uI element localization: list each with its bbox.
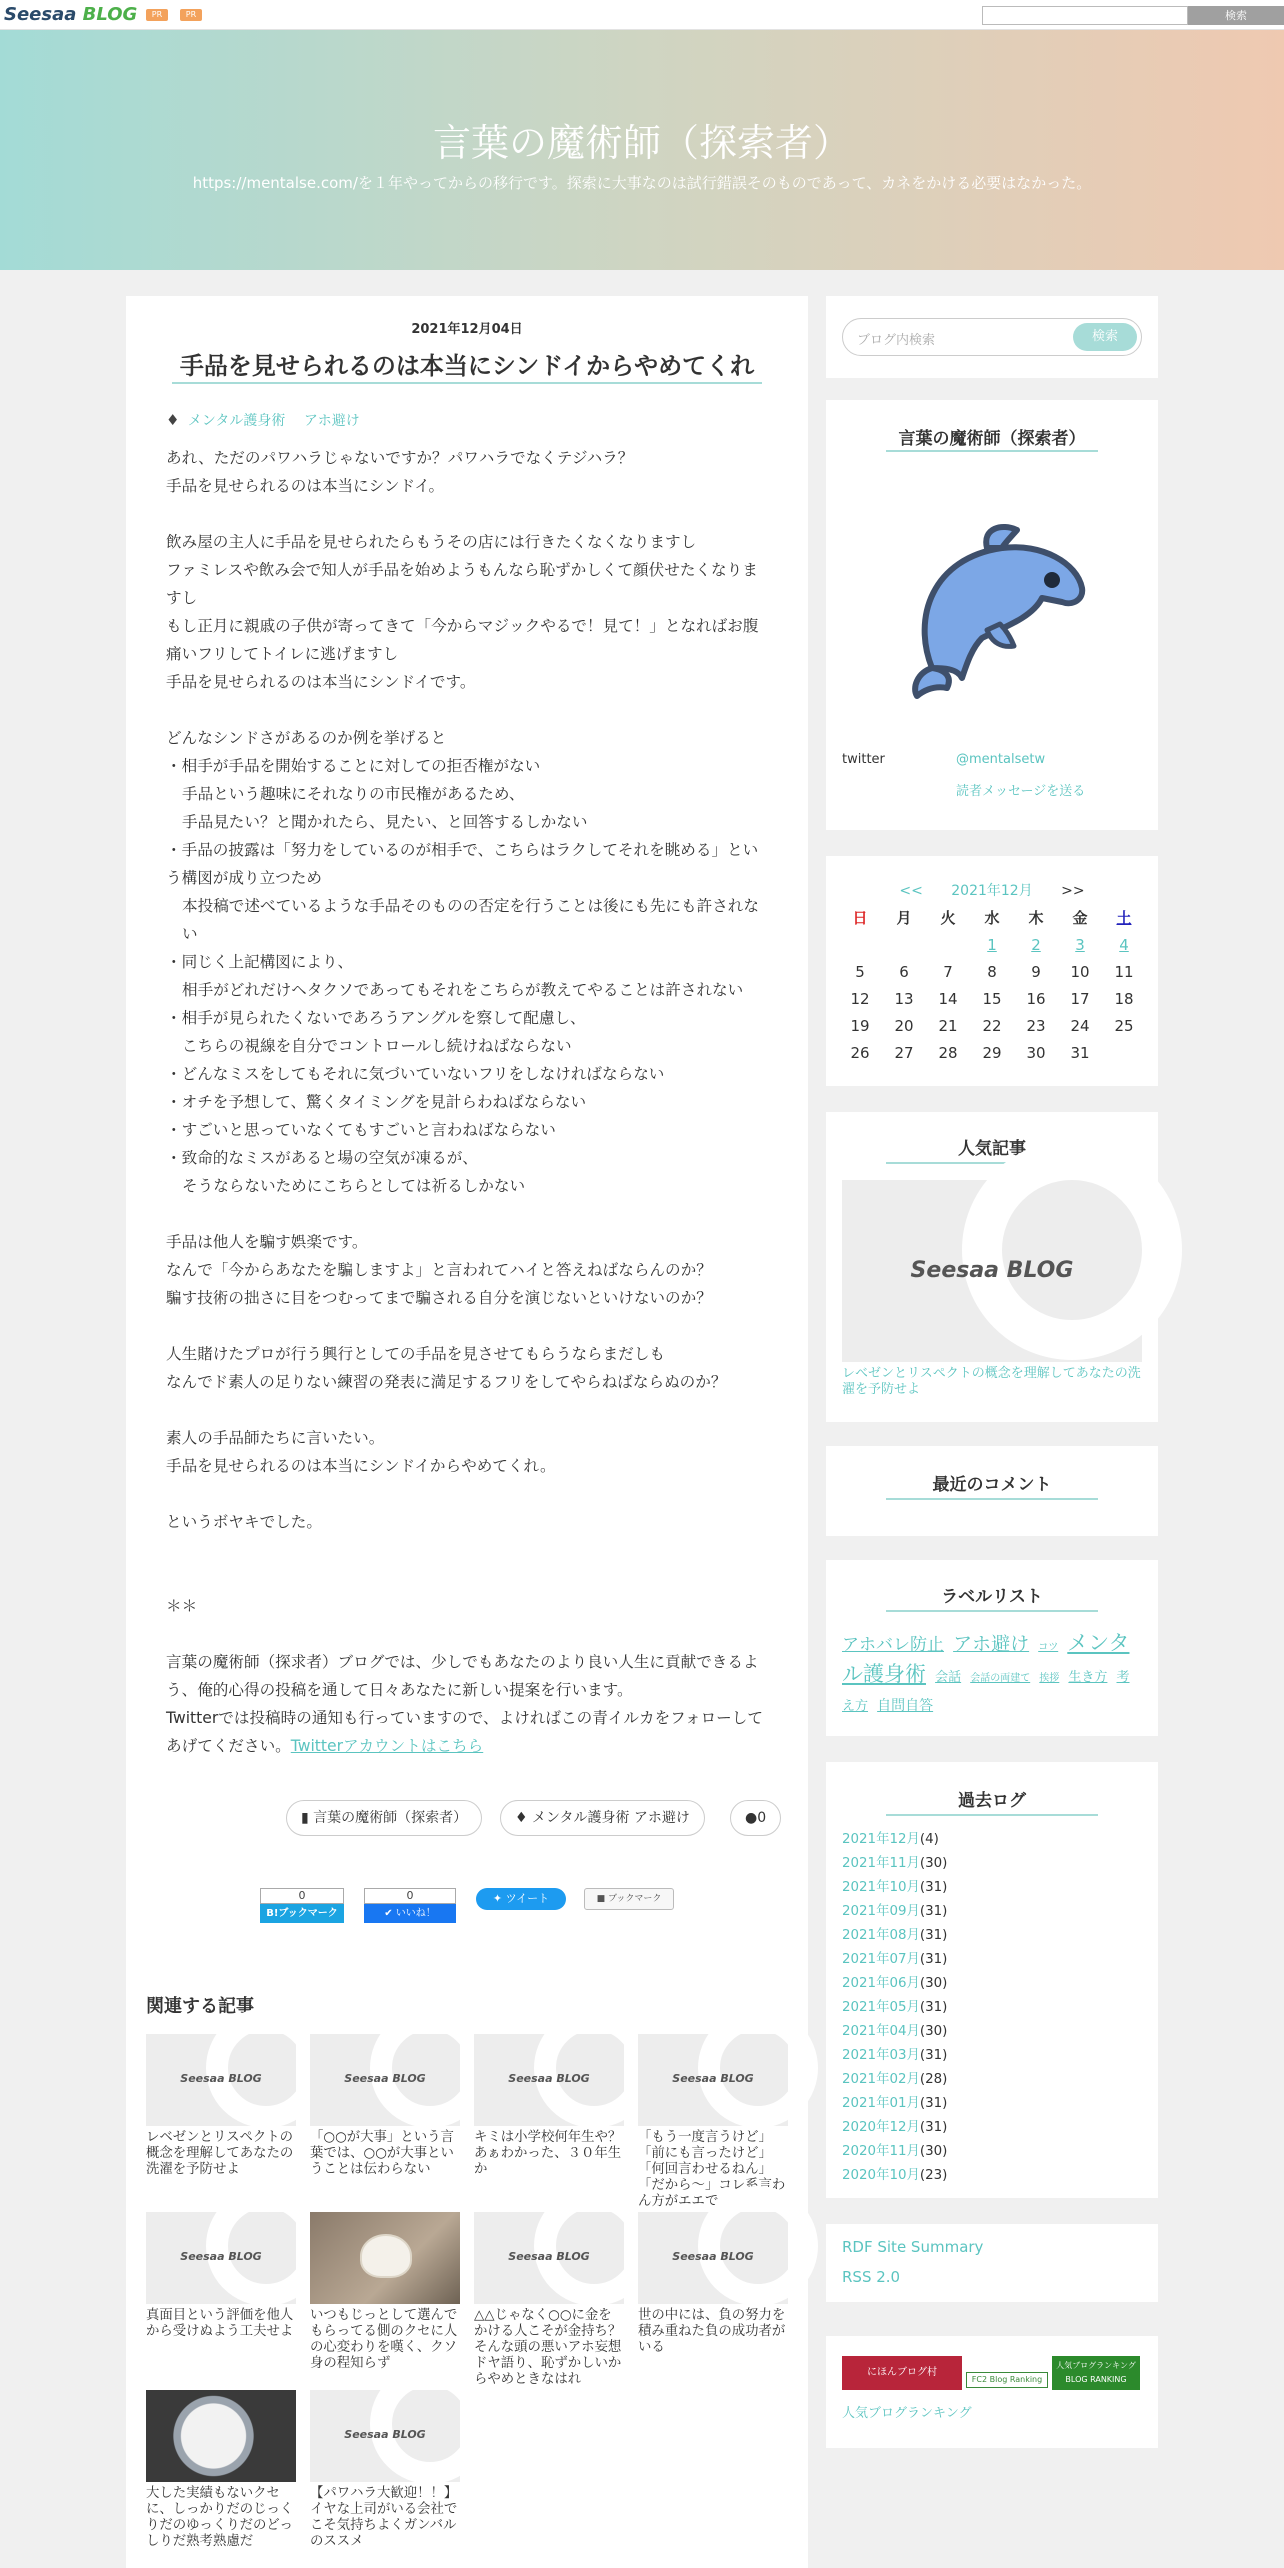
related-thumbnail[interactable]: [474, 2212, 624, 2304]
body-spacer: [166, 1620, 770, 1648]
seesaa-logo[interactable]: Seesaa BLOG: [4, 4, 138, 25]
related-article-title[interactable]: △△じゃなく○○に金をかける人こそが金持ち？そんな頭の悪いアホ妄想ドヤ語り、恥ずかしいからやめときなはれ: [474, 2308, 622, 2387]
calendar-day[interactable]: 3: [1075, 935, 1085, 954]
twitter-note-text: Twitterでは投稿時の通知も行っていますので、よければこの青イルカをフォローしてあげてください。: [166, 1709, 763, 1755]
label-cloud-link[interactable]: 考え方: [842, 1670, 1130, 1714]
archive-count: (31): [919, 1880, 948, 1895]
archive-month-link[interactable]: 2020年12月: [842, 2120, 920, 2135]
tag-cloud: [842, 1630, 1142, 1720]
related-article-title[interactable]: 世の中には、負の努力を積み重ねた負の成功者がいる: [638, 2308, 786, 2355]
site-title[interactable]: 言葉の魔術師（探索者）: [432, 121, 851, 165]
thumb-logo: Seesaa BLOG: [508, 2072, 590, 2085]
thumb-logo: Seesaa BLOG: [910, 1258, 1074, 1283]
hatena-count: 0: [260, 1888, 344, 1904]
post-date: 2021年12月04日: [411, 322, 523, 337]
calendar-day: 24: [1070, 1016, 1090, 1035]
shell-image: [360, 2234, 412, 2278]
widget-divider: [886, 450, 1098, 452]
related-article-card[interactable]: [146, 2212, 296, 2374]
archive-item: [842, 1900, 1142, 1924]
archive-month-link[interactable]: 2021年03月: [842, 2048, 920, 2063]
thumb-ring: [206, 2008, 326, 2128]
body-line: 本投稿で述べているような手品そのものの否定を行うことは後にも先にも許されない: [182, 897, 759, 943]
label-link[interactable]: アホ避け: [303, 413, 360, 429]
body-line: 騙す技術の拙さに目をつむってまで騙される自分を演じないといけないのか？: [166, 1289, 712, 1307]
pocket-bookmark-button[interactable]: ■ ブックマーク: [584, 1888, 674, 1910]
title-divider: [172, 382, 762, 384]
ranking-link[interactable]: 人気ブログランキング: [842, 2406, 972, 2421]
body-line: もし正月に親戚の子供が寄ってきて「今からマジックやるで！見て！」となればお腹痛いフリしてトイレに逃げますし: [166, 617, 759, 663]
rss-links: [842, 2232, 983, 2292]
archive-month-link[interactable]: 2021年07月: [842, 1952, 920, 1967]
archive-item: [842, 1876, 1142, 1900]
related-article-title[interactable]: キミは小学校何年生や？あぁわかった、３０年生か: [474, 2130, 622, 2177]
body-line: ・相手が手品を開始することに対しての拒否権がない: [166, 757, 541, 775]
body-line: ・オチを予想して、驚くタイミングを見計らわねばならない: [166, 1093, 587, 1111]
calendar-day: 9: [1031, 962, 1041, 981]
body-line: 手品を見せられるのは本当にシンドイ。: [166, 477, 445, 495]
body-line: なんでド素人の足りない練習の発表に満足するフリをしてやらねばならぬのか？: [166, 1373, 727, 1391]
body-line: 人生賭けたプロが行う興行としての手品を見させてもらうならまだしも: [166, 1345, 666, 1363]
twitter-bird-icon: ✦: [492, 1892, 503, 1905]
archive-count: (31): [919, 1952, 948, 1967]
calendar-weekday: 木: [1028, 909, 1044, 927]
archive-count: (30): [919, 2024, 948, 2039]
body-line: なんで「今からあなたを騙しますよ」と言われてハイと答えねばならんのか？: [166, 1261, 712, 1279]
calendar-day: 5: [855, 962, 865, 981]
label-list-title: ラベルリスト: [941, 1587, 1043, 1607]
calendar-next-link[interactable]: >>: [1061, 883, 1085, 899]
thumb-ring: [370, 2008, 490, 2128]
thumb-logo: Seesaa BLOG: [508, 2250, 590, 2263]
related-article-title[interactable]: いつもじっとして選んでもらってる側のクセに人の心変わりを嘆く、クソ身の程知らず: [310, 2308, 458, 2371]
archive-month-link[interactable]: 2021年11月: [842, 1856, 920, 1871]
top-bar: [0, 0, 1284, 30]
calendar-day: 14: [938, 989, 958, 1008]
related-thumbnail[interactable]: [146, 2034, 296, 2126]
hatena-label: B!ブックマーク: [260, 1904, 344, 1923]
thumb-ring: [370, 2364, 490, 2484]
calendar-day: 6: [899, 962, 909, 981]
calendar-day: 12: [850, 989, 870, 1008]
body-line: 手品を見せられるのは本当にシンドイからやめてくれ。: [166, 1457, 556, 1475]
archive-count: (31): [919, 2048, 948, 2063]
post-body: [166, 444, 770, 1760]
label-link[interactable]: メンタル護身術: [187, 413, 286, 429]
related-article-title[interactable]: 【パワハラ大歓迎！！】イヤな上司がいる会社でこそ気持ちよくガンバルのススメ: [310, 2486, 458, 2549]
body-line: 手品は他人を騙す娯楽です。: [166, 1233, 368, 1251]
archive-month-link[interactable]: 2021年01月: [842, 2096, 920, 2111]
top-search-button[interactable]: 検索: [1188, 6, 1284, 25]
thumb-logo: Seesaa BLOG: [180, 2250, 262, 2263]
label-cloud-link[interactable]: 挨拶: [1039, 1673, 1060, 1684]
label-list-widget: [826, 1560, 1158, 1736]
calendar-day: 20: [894, 1016, 914, 1035]
body-line: ・すごいと思っていなくてもすごいと言わねばならない: [166, 1121, 556, 1139]
body-spacer: [166, 1312, 770, 1340]
rss2-link[interactable]: RSS 2.0: [842, 2268, 901, 2286]
calendar-prev-link[interactable]: <<: [899, 883, 923, 899]
recent-comments-title: 最近のコメント: [932, 1475, 1052, 1495]
body-line: ・どんなミスをしてもそれに気づいていないフリをしなければならない: [166, 1065, 665, 1083]
calendar-day: 18: [1114, 989, 1134, 1008]
bookmark-icon: ▮: [301, 1810, 309, 1826]
calendar-day: 25: [1114, 1016, 1134, 1035]
recent-comments-widget: [826, 1446, 1158, 1536]
thumb-ring: [534, 2008, 654, 2128]
ranking-widget: [826, 2336, 1158, 2448]
calendar-weekday: 火: [940, 909, 956, 927]
archive-month-link[interactable]: 2021年02月: [842, 2072, 920, 2087]
archive-item: [842, 2164, 1142, 2188]
label-cloud-link[interactable]: コツ: [1038, 1642, 1059, 1653]
profile-title: 言葉の魔術師（探索者）: [898, 429, 1086, 449]
body-line: 相手がどれだけヘタクソであってもそれをこちらが教えてやることは許されない: [182, 981, 744, 999]
archive-item: [842, 1996, 1142, 2020]
pocket-icon: ■: [596, 1894, 606, 1904]
related-article-card[interactable]: [474, 2034, 624, 2196]
calendar-day: 13: [894, 989, 914, 1008]
archive-count: (28): [919, 2072, 948, 2087]
calendar-month-link[interactable]: 2021年12月: [951, 883, 1033, 899]
body-line: あれ、ただのパワハラじゃないですか？パワハラでなくテジハラ？: [166, 449, 634, 467]
thumb-ring: [962, 1140, 1182, 1360]
nihon-blogmura-banner[interactable]: にほんブログ村: [842, 2356, 962, 2390]
calendar-day: 28: [938, 1043, 958, 1062]
thumb-logo: Seesaa BLOG: [672, 2072, 754, 2085]
sidebar-search-button[interactable]: 検索: [1073, 323, 1137, 351]
sidebar-search-input[interactable]: [842, 318, 1142, 356]
related-thumbnail[interactable]: [638, 2034, 788, 2126]
calendar-day[interactable]: 4: [1119, 935, 1129, 954]
archive-list: [842, 1828, 1142, 2188]
body-line: そうならないためにこちらとしては祈るしかない: [182, 1177, 526, 1195]
twitter-handle-link[interactable]: @mentalsetw: [956, 752, 1046, 767]
related-article-card[interactable]: [638, 2212, 788, 2374]
calendar-day[interactable]: 2: [1031, 935, 1041, 954]
thumb-logo: Seesaa BLOG: [344, 2072, 426, 2085]
fb-count: 0: [364, 1888, 456, 1904]
archive-count: (30): [919, 1856, 948, 1871]
profile-widget: [826, 400, 1158, 830]
widget-divider: [886, 1610, 1098, 1612]
related-article-card[interactable]: [638, 2034, 788, 2209]
archive-item: [842, 2068, 1142, 2092]
thumb-ring: [206, 2186, 326, 2306]
fb-label: ✔ いいね！: [364, 1904, 456, 1923]
calendar-day: [838, 931, 882, 958]
body-spacer: [166, 500, 770, 528]
label-cloud-link[interactable]: アホ避け: [953, 1633, 1030, 1655]
label-cloud-link[interactable]: 生き方: [1068, 1670, 1108, 1685]
site-description: https://mentalse.com/を１年やってからの移行です。探索に大事なのは試行錯誤そのものであって、カネをかける必要はなかった。: [192, 174, 1092, 192]
archive-count: (30): [919, 2144, 948, 2159]
archive-count: (4): [919, 1832, 939, 1847]
calendar-day: [1102, 1039, 1146, 1066]
archive-title: 過去ログ: [958, 1791, 1026, 1811]
archive-month-link[interactable]: 2021年04月: [842, 2024, 920, 2039]
archive-item: [842, 2020, 1142, 2044]
tag-icon: ♦: [166, 411, 180, 429]
blog-ranking-banner[interactable]: 人気ブログランキング BLOG RANKING: [1052, 2356, 1140, 2390]
popular-widget: [826, 1112, 1158, 1422]
twitter-account-link[interactable]: Twitterアカウントはこちら: [290, 1737, 484, 1755]
calendar-weekday: 月: [896, 909, 912, 927]
archive-month-link[interactable]: 2021年09月: [842, 1904, 920, 1919]
body-spacer: [166, 696, 770, 724]
dolphin-avatar-icon[interactable]: [892, 518, 1092, 698]
rdf-link[interactable]: RDF Site Summary: [842, 2238, 984, 2256]
related-article-card[interactable]: [146, 2034, 296, 2196]
related-thumbnail[interactable]: [310, 2034, 460, 2126]
popular-thumbnail[interactable]: [842, 1180, 1142, 1362]
archive-item: [842, 2092, 1142, 2116]
label-cloud-link[interactable]: 自問自答: [877, 1698, 934, 1714]
comment-count-pill[interactable]: ●0: [730, 1800, 781, 1836]
calendar-weekday: 土: [1116, 909, 1132, 927]
labels-pill[interactable]: ♦ メンタル護身術 アホ避け: [500, 1800, 705, 1836]
calendar-day: [926, 931, 970, 958]
fc2-ranking-banner[interactable]: FC2 Blog Ranking: [966, 2372, 1048, 2388]
widget-divider: [886, 1498, 1098, 1500]
pr-badge[interactable]: PR: [146, 9, 168, 21]
body-line: 言葉の魔術師（探求者）ブログでは、少しでもあなたのより良い人生に貢献できるよう、俺的心得の投稿を通して日々あなたに新しい提案を行います。: [166, 1653, 759, 1699]
calendar-table: [838, 904, 1146, 1066]
related-thumbnail[interactable]: [310, 2390, 460, 2482]
body-line: というボヤキでした。: [166, 1513, 322, 1531]
body-line: 手品という趣味にそれなりの市民権があるため、: [182, 785, 525, 803]
body-line: どんなシンドさがあるのか例を挙げると: [166, 729, 447, 747]
top-search-input[interactable]: [982, 6, 1188, 25]
related-thumbnail[interactable]: [146, 2212, 296, 2304]
body-spacer: [166, 1564, 770, 1592]
related-thumbnail[interactable]: [474, 2034, 624, 2126]
thumb-logo: Seesaa BLOG: [344, 2428, 426, 2441]
related-article-title[interactable]: 「もう一度言うけど」「前にも言ったけど」「何回言わせるねん」「だから～」コレ系言わん方がエエで: [638, 2130, 786, 2209]
calendar-day[interactable]: 1: [987, 935, 997, 954]
calendar-weekday: 日: [852, 909, 868, 927]
sidebar-search-widget: [826, 296, 1158, 378]
comment-icon: ●: [745, 1810, 758, 1826]
archive-month-link[interactable]: 2021年08月: [842, 1928, 920, 1943]
calendar-weekday: 水: [984, 909, 1000, 927]
body-line: ・相手が見られたくないであろうアングルを察して配慮し、: [166, 1009, 586, 1027]
rss-widget: [826, 2224, 1158, 2302]
archive-count: (31): [919, 2096, 948, 2111]
body-line: ・同じく上記構図により、: [166, 953, 354, 971]
calendar-day: 21: [938, 1016, 958, 1035]
post-labels: [166, 410, 374, 430]
body-line: 手品見たい？と聞かれたら、見たい、と回答するしかない: [182, 813, 588, 831]
label-cloud-link[interactable]: 会話の両建て: [970, 1673, 1031, 1684]
archive-item: [842, 1972, 1142, 1996]
body-line: ファミレスや飲み会で知人が手品を始めようもんなら恥ずかしくて顔伏せたくなりますし: [166, 561, 758, 607]
body-spacer: [166, 1396, 770, 1424]
calendar-day: 26: [850, 1043, 870, 1062]
popular-title: 人気記事: [958, 1139, 1026, 1159]
body-line: 飲み屋の主人に手品を見せられたらもうその店には行きたくなくなりますし: [166, 533, 697, 551]
related-thumbnail[interactable]: [310, 2212, 460, 2304]
related-thumbnail[interactable]: [146, 2390, 296, 2482]
related-article-title[interactable]: 「○○が大事」という言葉では、○○が大事ということは伝わらない: [310, 2130, 454, 2177]
archive-month-link[interactable]: 2021年10月: [842, 1880, 920, 1895]
archive-count: (23): [919, 2168, 948, 2183]
archive-month-link[interactable]: 2021年06月: [842, 1976, 920, 1991]
body-line: こちらの視線を自分でコントロールし続けねばならない: [182, 1037, 572, 1055]
calendar-day: 15: [982, 989, 1002, 1008]
body-spacer: [166, 1200, 770, 1228]
calendar-day: 17: [1070, 989, 1090, 1008]
calendar-day: 8: [987, 962, 997, 981]
calendar-widget: [826, 856, 1158, 1086]
body-spacer: [166, 1480, 770, 1508]
calendar-day: 29: [982, 1043, 1002, 1062]
label-cloud-link[interactable]: メンタル護身術: [842, 1631, 1130, 1686]
archive-count: (31): [919, 2000, 948, 2015]
thumb-ring: [698, 2186, 818, 2306]
tag-icon: ♦: [515, 1810, 528, 1826]
calendar-day: 30: [1026, 1043, 1046, 1062]
archive-item: [842, 1828, 1142, 1852]
archive-month-link[interactable]: 2021年05月: [842, 2000, 920, 2015]
calendar-day: 11: [1114, 962, 1134, 981]
article-container: [126, 296, 808, 2568]
archive-item: [842, 1924, 1142, 1948]
related-article-card[interactable]: [310, 2212, 460, 2374]
thumb-logo: Seesaa BLOG: [672, 2250, 754, 2263]
body-line: ＊＊: [166, 1597, 198, 1615]
label-cloud-link[interactable]: 会話: [935, 1670, 962, 1685]
body-line: ・手品の披露は「努力をしているのが相手で、こちらはラクしてそれを眺める」という構図が成り立つため: [166, 841, 759, 887]
archive-widget: [826, 1762, 1158, 2198]
archive-item: [842, 2140, 1142, 2164]
calendar-day: 23: [1026, 1016, 1046, 1035]
archive-count: (31): [919, 1928, 948, 1943]
calendar-day: 7: [943, 962, 953, 981]
archive-item: [842, 2116, 1142, 2140]
calendar-day: [882, 931, 926, 958]
post-title[interactable]: 手品を見せられるのは本当にシンドイからやめてくれ: [179, 352, 755, 380]
related-article-title[interactable]: 大した実績もないクセに、しっかりだのじっくりだのゆっくりだのどっしりだ熟考熟慮だ: [146, 2486, 294, 2549]
hatena-bookmark-button[interactable]: [260, 1888, 344, 1923]
calendar-day: 27: [894, 1043, 914, 1062]
related-article-title[interactable]: 真面目という評価を他人から受けぬよう工夫せよ: [146, 2308, 294, 2339]
thumb-ring: [698, 2008, 818, 2128]
related-article-card[interactable]: [310, 2390, 460, 2552]
calendar-weekday: 金: [1072, 909, 1088, 927]
archive-count: (31): [919, 2120, 948, 2135]
body-line: 素人の手品師たちに言いたい。: [166, 1429, 385, 1447]
twitter-note: [166, 1704, 770, 1760]
calendar-day: 19: [850, 1016, 870, 1035]
thumb-logo: Seesaa BLOG: [180, 2072, 262, 2085]
reader-message-link[interactable]: 読者メッセージを送る: [956, 784, 1086, 799]
calendar-day: 22: [982, 1016, 1002, 1035]
body-spacer: [166, 1536, 770, 1564]
thumb-ring: [534, 2186, 654, 2306]
calendar-nav: [826, 880, 1158, 900]
label-cloud-link[interactable]: アホバレ防止: [842, 1635, 944, 1655]
archive-item: [842, 1948, 1142, 1972]
archive-count: (30): [919, 1976, 948, 1991]
tweet-button[interactable]: ✦ ツイート: [476, 1888, 566, 1910]
related-heading: 関連する記事: [146, 1996, 254, 2017]
related-article-card[interactable]: [474, 2212, 624, 2387]
archive-item: [842, 1852, 1142, 1876]
archive-count: (31): [919, 1904, 948, 1919]
widget-divider: [886, 1814, 1098, 1816]
body-line: 手品を見せられるのは本当にシンドイです。: [166, 673, 476, 691]
author-pill[interactable]: ▮ 言葉の魔術師（探索者）: [286, 1800, 482, 1836]
pr-badge[interactable]: PR: [180, 9, 202, 21]
related-article-card[interactable]: [310, 2034, 460, 2196]
body-line: ・致命的なミスがあると場の空気が凍るが、: [166, 1149, 478, 1167]
blog-header: [0, 30, 1284, 270]
archive-month-link[interactable]: 2021年12月: [842, 1832, 920, 1847]
related-article-title[interactable]: レベゼンとリスペクトの概念を理解してあなたの洗濯を予防せよ: [146, 2130, 294, 2177]
related-thumbnail[interactable]: [638, 2212, 788, 2304]
archive-month-link[interactable]: 2020年10月: [842, 2168, 920, 2183]
twitter-label: twitter: [842, 752, 885, 767]
facebook-like-button[interactable]: [364, 1888, 456, 1923]
related-article-card[interactable]: [146, 2390, 296, 2552]
calendar-day: 10: [1070, 962, 1090, 981]
calendar-day: 16: [1026, 989, 1046, 1008]
archive-month-link[interactable]: 2020年11月: [842, 2144, 920, 2159]
thumbs-up-icon: ✔: [384, 1908, 393, 1919]
archive-item: [842, 2044, 1142, 2068]
calendar-day: 31: [1070, 1043, 1090, 1062]
search-placeholder: ブログ内検索: [857, 333, 936, 348]
popular-article-link[interactable]: レベゼンとリスペクトの概念を理解してあなたの洗濯を予防せよ: [842, 1366, 1141, 1397]
